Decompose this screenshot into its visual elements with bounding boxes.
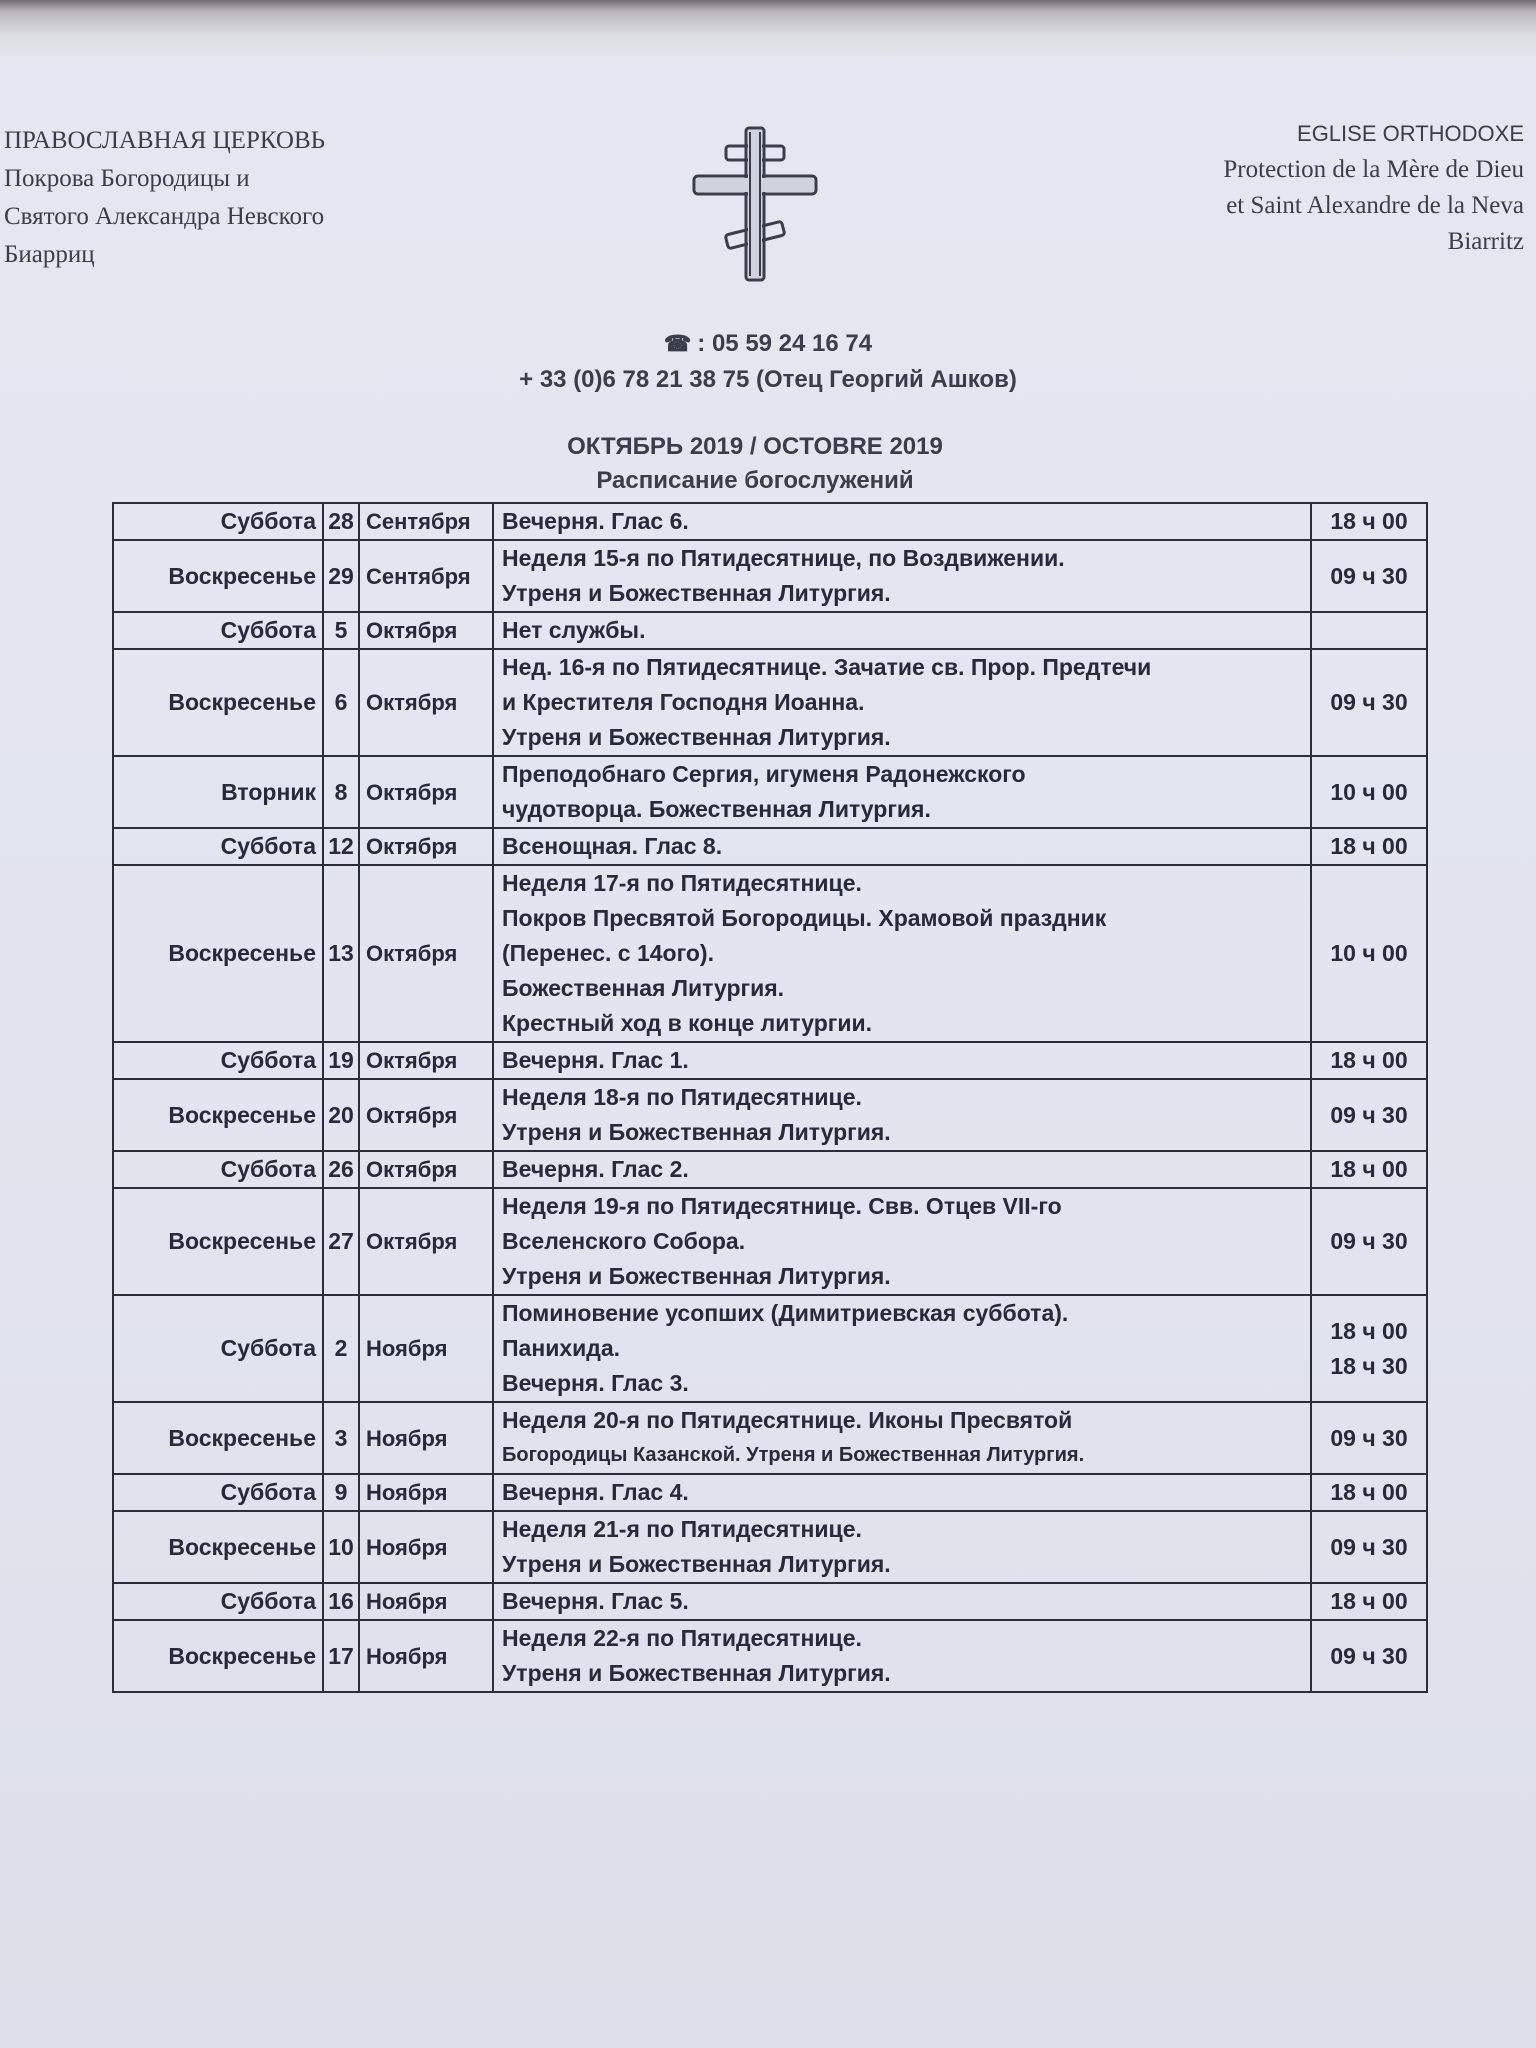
service-time: 09 ч 30 [1330,1101,1408,1128]
service-line: Вечерня. Глас 3. [502,1370,689,1396]
weekday-cell: Суббота [113,828,323,865]
month-cell: Октября [359,756,493,828]
date-cell: 16 [323,1583,359,1620]
schedule-row [113,612,1427,649]
month-cell: Сентября [359,540,493,612]
service-line: Утреня и Божественная Литургия. [502,1551,891,1577]
weekday-cell: Суббота [113,1151,323,1188]
weekday-cell: Воскресенье [113,1620,323,1692]
service-description-cell [493,1151,1311,1188]
date-cell: 3 [323,1402,359,1474]
service-line: Неделя 15-я по Пятидесятнице, по Воздвижении. [502,545,1065,571]
month-cell: Ноября [359,1295,493,1402]
schedule-row [113,1042,1427,1079]
schedule-title [0,430,1510,498]
service-description-cell [493,1583,1311,1620]
service-time: 18 ч 00 [1330,1479,1408,1505]
schedule-row [113,1402,1427,1474]
service-line: (Перенес. с 14ого). [502,940,714,966]
date-cell: 28 [323,503,359,540]
phone-icon: ☎ [663,331,692,356]
weekday-cell: Воскресенье [113,865,323,1042]
service-time: 09 ч 30 [1330,1424,1408,1451]
service-line: Неделя 17-я по Пятидесятнице. [502,870,862,896]
church-name-line: EGLISE ORTHODOXE [1297,121,1524,146]
weekday-cell: Вторник [113,756,323,828]
service-line: Крестный ход в конце литургии. [502,1010,873,1036]
month-title: ОКТЯБРЬ 2019 / OCTOBRE 2019 [567,433,943,460]
weekday-cell: Воскресенье [113,1079,323,1151]
month-cell: Ноября [359,1511,493,1583]
date-cell: 5 [323,612,359,649]
month-cell: Ноября [359,1620,493,1692]
weekday-cell: Воскресенье [113,649,323,756]
service-time-cell [1311,756,1427,828]
service-description-cell [493,503,1311,540]
schedule-row [113,756,1427,828]
date-cell: 10 [323,1511,359,1583]
weekday-cell: Суббота [113,1295,323,1402]
service-line: Утреня и Божественная Литургия. [502,580,891,606]
weekday-cell: Суббота [113,503,323,540]
service-line: Вечерня. Глас 2. [502,1156,689,1182]
church-name-line: Покрова Богородицы и [4,165,250,192]
schedule-row [113,1474,1427,1511]
church-name-line: et Saint Alexandre de la Neva [1226,192,1524,219]
month-cell: Октября [359,1188,493,1295]
service-description-cell [493,1188,1311,1295]
schedule-row [113,828,1427,865]
service-line: и Крестителя Господня Иоанна. [502,689,865,715]
service-line: Неделя 19-я по Пятидесятнице. Свв. Отцев VII-го [502,1193,1062,1219]
date-cell: 26 [323,1151,359,1188]
month-cell: Октября [359,1042,493,1079]
service-line: Божественная Литургия. [502,975,785,1001]
schedule-row [113,1188,1427,1295]
service-line: Вечерня. Глас 6. [502,508,689,534]
city-name: Биарриц [4,241,95,268]
church-name-ru [4,122,464,274]
service-time-cell [1311,828,1427,865]
schedule-row [113,1079,1427,1151]
service-time: 18 ч 00 [1330,1588,1408,1614]
service-line: Неделя 20-я по Пятидесятнице. Иконы Пресвятой [502,1407,1073,1433]
church-name-line: Protection de la Mère de Dieu [1223,156,1524,183]
weekday-cell: Воскресенье [113,1402,323,1474]
service-line: Утреня и Божественная Литургия. [502,724,891,750]
service-description-cell [493,1402,1311,1474]
service-time: 18 ч 00 [1330,1156,1408,1182]
service-time: 10 ч 00 [1330,778,1408,805]
weekday-cell: Воскресенье [113,1511,323,1583]
service-description-cell [493,1620,1311,1692]
date-cell: 12 [323,828,359,865]
service-time-cell [1311,649,1427,756]
date-cell: 17 [323,1620,359,1692]
service-line: Панихида. [502,1335,621,1361]
service-description-cell [493,612,1311,649]
date-cell: 9 [323,1474,359,1511]
church-name-line: ПРАВОСЛАВНАЯ ЦЕРКОВЬ [4,127,325,154]
service-line: чудотворца. Божественная Литургия. [502,796,931,822]
city-name: Biarritz [1447,228,1524,255]
church-name-line: Святого Александра Невского [4,203,325,230]
service-time-cell [1311,865,1427,1042]
service-line: Покров Пресвятой Богородицы. Храмовой праздник [502,905,1107,931]
date-cell: 13 [323,865,359,1042]
service-time-cell [1311,612,1427,649]
month-cell: Октября [359,828,493,865]
schedule-row [113,1620,1427,1692]
phone-line [0,326,1536,362]
month-cell: Октября [359,612,493,649]
service-line: Вечерня. Глас 5. [502,1588,689,1614]
service-line: Утреня и Божественная Литургия. [502,1660,891,1686]
service-time: 18 ч 30 [1330,1352,1408,1379]
service-time-cell [1311,1042,1427,1079]
date-cell: 27 [323,1188,359,1295]
service-line: Преподобнаго Сергия, игуменя Радонежского [502,761,1026,787]
schedule-row [113,1583,1427,1620]
service-time-cell [1311,1188,1427,1295]
date-cell: 8 [323,756,359,828]
service-line: Вечерня. Глас 1. [502,1047,689,1073]
service-description-cell [493,828,1311,865]
mobile-number: + 33 (0)6 78 21 38 75 (Отец Георгий Ашков) [519,366,1017,393]
service-time: 09 ч 30 [1330,562,1408,589]
weekday-cell: Суббота [113,1583,323,1620]
date-cell: 2 [323,1295,359,1402]
service-time-cell [1311,1583,1427,1620]
service-time-cell [1311,540,1427,612]
contact-block [0,326,1536,398]
service-description-cell [493,756,1311,828]
service-time: 09 ч 30 [1330,1642,1408,1669]
schedule-row [113,540,1427,612]
weekday-cell: Суббота [113,1474,323,1511]
service-line: Неделя 21-я по Пятидесятнице. [502,1516,862,1542]
service-time: 18 ч 00 [1330,1047,1408,1073]
photo-top-edge [0,0,1536,64]
month-cell: Октября [359,1079,493,1151]
date-cell: 20 [323,1079,359,1151]
service-time: 09 ч 30 [1330,1533,1408,1560]
weekday-cell: Воскресенье [113,1188,323,1295]
phone-number: : 05 59 24 16 74 [697,330,873,357]
month-cell: Ноября [359,1583,493,1620]
service-description-cell [493,1474,1311,1511]
service-description-cell [493,1511,1311,1583]
month-cell: Октября [359,865,493,1042]
month-cell: Октября [359,649,493,756]
schedule-row [113,865,1427,1042]
service-line: Вселенского Собора. [502,1228,746,1254]
service-description-cell [493,649,1311,756]
service-schedule-table [112,502,1428,1693]
service-description-cell [493,1079,1311,1151]
schedule-row [113,503,1427,540]
orthodox-cross-icon [690,124,820,284]
service-line: Вечерня. Глас 4. [502,1479,689,1505]
service-time: 18 ч 00 [1330,833,1408,859]
service-time: 18 ч 00 [1330,508,1408,534]
schedule-subtitle: Расписание богослужений [596,467,914,494]
service-time: 09 ч 30 [1330,689,1408,715]
service-time: 10 ч 00 [1330,940,1408,966]
weekday-cell: Суббота [113,612,323,649]
service-description-cell [493,540,1311,612]
service-line: Утреня и Божественная Литургия. [502,1263,891,1289]
service-time-cell [1311,1402,1427,1474]
service-time-cell [1311,1474,1427,1511]
date-cell: 29 [323,540,359,612]
service-time: 18 ч 00 [1330,1317,1408,1344]
service-line: Богородицы Казанской. Утреня и Божественная Литургия. [502,1444,1085,1466]
service-time-cell [1311,503,1427,540]
service-line: Всенощная. Глас 8. [502,833,723,859]
service-line: Неделя 18-я по Пятидесятнице. [502,1084,862,1110]
service-time-cell [1311,1295,1427,1402]
month-cell: Ноября [359,1402,493,1474]
service-line: Поминовение усопших (Димитриевская суббота). [502,1300,1069,1326]
month-cell: Октября [359,1151,493,1188]
schedule-row [113,1511,1427,1583]
service-time-cell [1311,1511,1427,1583]
church-name-fr [1064,116,1524,260]
schedule-row [113,649,1427,756]
service-line: Неделя 22-я по Пятидесятнице. [502,1625,862,1651]
date-cell: 19 [323,1042,359,1079]
service-description-cell [493,1042,1311,1079]
service-description-cell [493,1295,1311,1402]
weekday-cell: Суббота [113,1042,323,1079]
schedule-row [113,1295,1427,1402]
service-time: 09 ч 30 [1330,1228,1408,1254]
service-description-cell [493,865,1311,1042]
date-cell: 6 [323,649,359,756]
service-line: Нед. 16-я по Пятидесятнице. Зачатие св. Прор. Предтечи [502,654,1152,680]
month-cell: Сентября [359,503,493,540]
service-time-cell [1311,1620,1427,1692]
month-cell: Ноября [359,1474,493,1511]
service-time-cell [1311,1151,1427,1188]
service-line: Нет службы. [502,617,646,643]
weekday-cell: Воскресенье [113,540,323,612]
schedule-row [113,1151,1427,1188]
service-line: Утреня и Божественная Литургия. [502,1119,891,1145]
service-time-cell [1311,1079,1427,1151]
